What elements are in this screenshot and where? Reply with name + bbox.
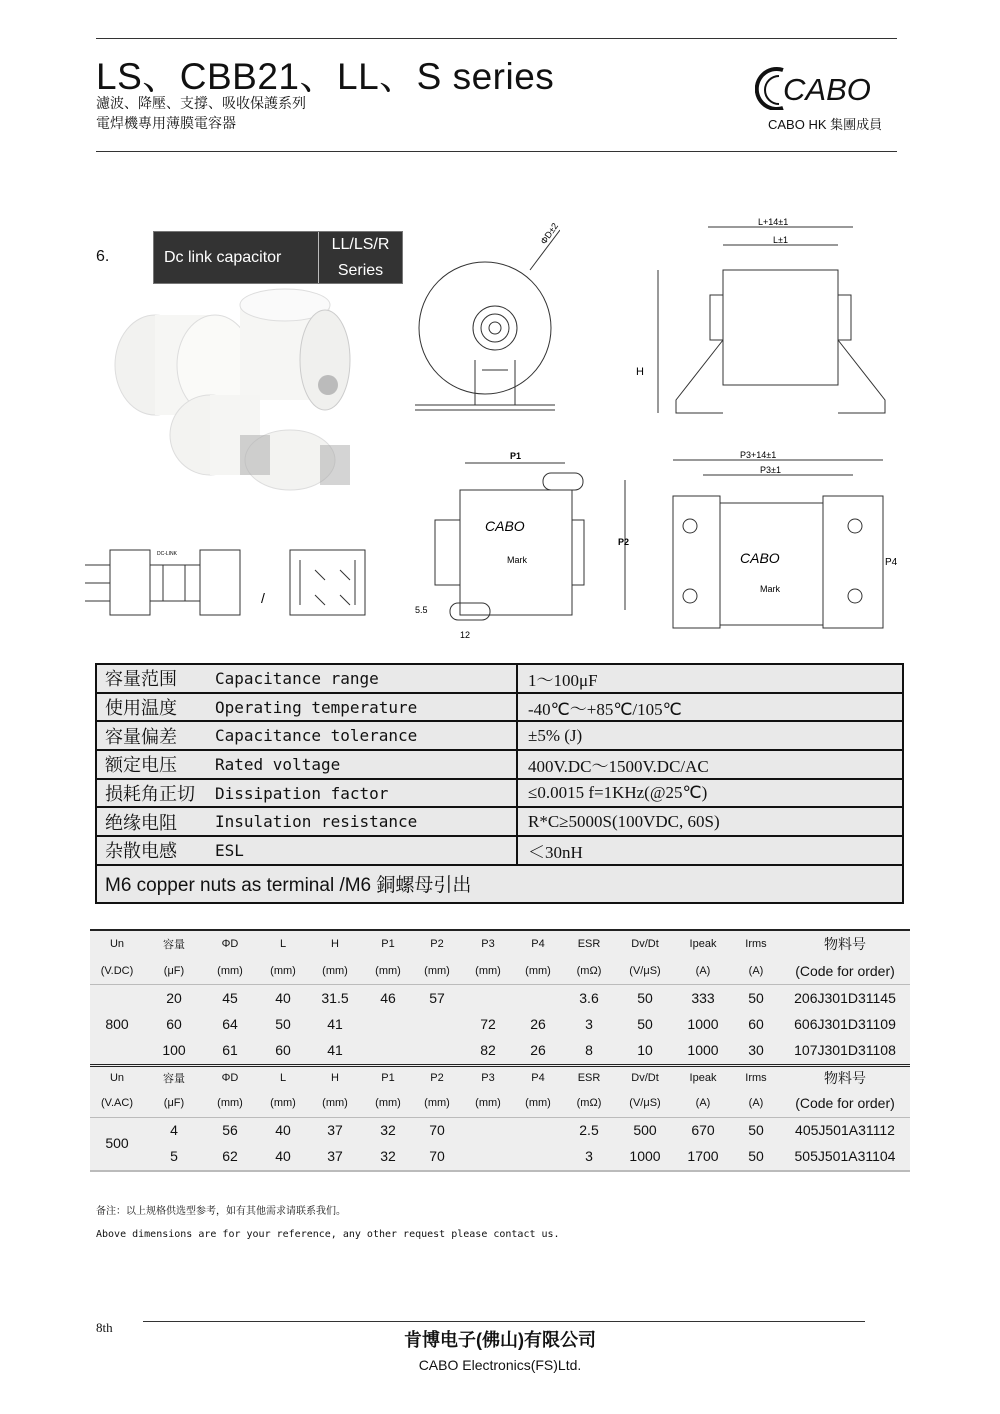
table-cell: 333	[691, 989, 715, 1006]
header-rule	[96, 151, 897, 152]
spec-row	[97, 837, 902, 866]
header-cell: (mm)	[475, 1097, 501, 1110]
table-cell: 70	[429, 1148, 445, 1165]
header-cell: H	[331, 938, 339, 951]
slash: /	[261, 590, 265, 606]
spec-label-cn: 额定电压	[105, 755, 177, 776]
table-cell: 41	[327, 1015, 343, 1032]
company-en: CABO Electronics(FS)Ltd.	[418, 1357, 582, 1373]
table-cell: 41	[327, 1042, 343, 1059]
dim-5-5: 5.5	[415, 605, 428, 615]
table-cell: 61	[222, 1042, 238, 1059]
header-cell: (Code for order)	[795, 962, 895, 979]
header-cell: H	[331, 1072, 339, 1085]
spec-label-en: Capacitance tolerance	[215, 726, 418, 746]
table-cell: 1000	[687, 1042, 719, 1059]
p4-label: P4	[885, 557, 898, 568]
header-cell: (mm)	[424, 964, 450, 977]
note-cn: 备注：以上规格供选型参考，如有其他需求请联系我们。	[96, 1206, 346, 1217]
header-cell: (mm)	[270, 1097, 296, 1110]
header-cell: 容量	[163, 939, 185, 952]
spec-row	[97, 694, 902, 723]
l14-label: L+14±1	[758, 217, 789, 227]
table-cell: 40	[275, 1148, 291, 1165]
table-row	[90, 984, 910, 1011]
footer-rule	[143, 1321, 865, 1322]
header-cell: Ipeak	[689, 938, 717, 951]
table-cell: 30	[748, 1042, 764, 1059]
section-name: Dc link capacitor	[154, 232, 319, 283]
header-cell: (A)	[695, 964, 711, 977]
p1-label: P1	[510, 451, 522, 461]
side-view-drawing	[628, 215, 898, 415]
p2-label: P2	[618, 537, 630, 547]
header-cell: (A)	[748, 1097, 764, 1110]
header-cell: ΦD	[221, 938, 239, 951]
table-cell: 31.5	[321, 989, 349, 1006]
spec-label-en: Capacitance range	[215, 668, 379, 688]
section-title-box	[153, 231, 403, 284]
spec-value: ＜30nH	[528, 842, 583, 862]
header-cell: (V/μS)	[629, 1097, 661, 1110]
spec-row	[97, 780, 902, 809]
table-cell: 500	[633, 1122, 657, 1139]
cabo-mark-1: CABO	[485, 518, 525, 534]
section-number: 6.	[96, 248, 110, 265]
header-cell: Ipeak	[689, 1072, 717, 1085]
header-cell: Irms	[745, 938, 767, 951]
mark-label-1: Mark	[507, 555, 527, 565]
p3-label: P3±1	[760, 465, 781, 475]
table-cell: 20	[166, 989, 182, 1006]
table-cell: 1000	[687, 1015, 719, 1032]
table-header-row	[90, 958, 910, 985]
header-cell: (mm)	[270, 964, 296, 977]
spec-table	[95, 663, 904, 904]
company-cn: 肯博电子(佛山)有限公司	[404, 1330, 596, 1350]
header-cell: P3	[481, 1072, 495, 1085]
page-title: LS、CBB21、LL、S series	[96, 56, 555, 97]
table-cell: 46	[380, 989, 396, 1006]
table-row	[90, 1117, 910, 1151]
table-cell: 37	[327, 1148, 343, 1165]
cabo-mark-2: CABO	[740, 550, 780, 566]
note-en: Above dimensions are for your reference, any other request please contact us.	[96, 1229, 560, 1240]
table-cell: 606J301D31109	[794, 1015, 896, 1032]
table-cell: 50	[748, 1148, 764, 1165]
p3-14-label: P3+14±1	[740, 450, 777, 460]
spec-footer: M6 copper nuts as terminal /M6 銅螺母引出	[105, 875, 472, 897]
header-cell: (μF)	[163, 1097, 185, 1110]
table-cell: 10	[637, 1042, 653, 1059]
spec-row	[97, 808, 902, 837]
header-cell: (mΩ)	[576, 964, 602, 977]
spec-label-en: Insulation resistance	[215, 812, 418, 832]
header-cell: (mm)	[475, 964, 501, 977]
dim-12: 12	[460, 630, 471, 640]
header-cell: Un	[109, 938, 125, 951]
table-cell: 60	[166, 1015, 182, 1032]
circuit-diagrams	[85, 545, 385, 620]
spec-row	[97, 722, 902, 751]
header-cell: P2	[430, 938, 444, 951]
header-cell: (mm)	[375, 1097, 401, 1110]
table-row	[90, 1037, 910, 1064]
spec-label	[97, 694, 518, 721]
table-cell: 100	[162, 1042, 186, 1059]
table-cell: 405J501A31112	[795, 1122, 895, 1139]
header-cell: L	[279, 1072, 287, 1085]
un-cell: 500	[105, 1135, 129, 1151]
subtitle-1: 濾波、降壓、支撐、吸收保護系列	[96, 95, 306, 111]
table-cell: 3	[585, 1148, 593, 1165]
spec-label-cn: 损耗角正切	[105, 784, 195, 805]
spec-value: 1～100μF	[528, 670, 598, 690]
table-row	[90, 1011, 910, 1038]
header-cell: P2	[430, 1072, 444, 1085]
spec-label	[97, 837, 518, 864]
header-cell: P1	[381, 1072, 395, 1085]
table-cell: 4	[170, 1122, 178, 1139]
header-cell: ESR	[577, 938, 601, 951]
table-cell: 45	[222, 989, 238, 1006]
l-label: L±1	[773, 235, 788, 245]
header-cell: P4	[531, 1072, 545, 1085]
spec-label	[97, 808, 518, 835]
table-cell: 505J501A31104	[794, 1148, 896, 1165]
header-cell: Irms	[745, 1072, 767, 1085]
front-view-drawing	[410, 210, 560, 415]
table-cell: 670	[691, 1122, 715, 1139]
table-cell: 26	[530, 1042, 546, 1059]
model-table	[90, 929, 910, 1172]
header-cell: (mm)	[217, 1097, 243, 1110]
spec-label	[97, 780, 518, 807]
spec-value: R*C≥5000S(100VDC, 60S)	[528, 811, 720, 831]
top-rule	[96, 38, 897, 39]
table-row	[90, 1143, 910, 1170]
table-cell: 64	[222, 1015, 238, 1032]
table-header-row	[90, 1090, 910, 1117]
table-cell: 5	[170, 1148, 178, 1165]
series-line-1: LL/LS/R	[331, 235, 390, 253]
spec-value: -40℃～+85℃/105℃	[528, 699, 682, 719]
spec-value: 400V.DC～1500V.DC/AC	[528, 756, 709, 776]
cabo-logo	[755, 62, 885, 110]
header-cell: (mm)	[322, 964, 348, 977]
logo-subtitle: CABO HK 集團成員	[768, 117, 883, 132]
header-cell: P4	[531, 938, 545, 951]
table-cell: 56	[222, 1122, 238, 1139]
table-cell: 32	[380, 1148, 396, 1165]
spec-value: ≤0.0015 f=1KHz(@25℃)	[528, 783, 708, 803]
header-cell: Dv/Dt	[631, 1072, 659, 1085]
header-cell: (mΩ)	[576, 1097, 602, 1110]
table-cell: 50	[275, 1015, 291, 1032]
spec-label-cn: 杂散电感	[105, 841, 177, 862]
table-header-row	[90, 1064, 910, 1091]
header-cell: P3	[481, 938, 495, 951]
table-cell: 107J301D31108	[794, 1042, 896, 1059]
table-cell: 50	[637, 989, 653, 1006]
series-line-2: Series	[337, 261, 384, 279]
mark-label-2: Mark	[760, 584, 780, 594]
header-cell: 物料号	[824, 936, 866, 953]
table-cell: 206J301D31145	[794, 989, 896, 1006]
header-cell: (V/μS)	[629, 964, 661, 977]
table-cell: 40	[275, 989, 291, 1006]
header-cell: ESR	[577, 1072, 601, 1085]
table-cell: 72	[480, 1015, 496, 1032]
table-cell: 50	[748, 1122, 764, 1139]
table-cell: 50	[748, 989, 764, 1006]
table-cell: 2.5	[579, 1122, 599, 1139]
spec-label-en: ESL	[215, 840, 244, 860]
header-cell: (mm)	[424, 1097, 450, 1110]
svg-text:CABO: CABO	[783, 72, 871, 107]
header-cell: (Code for order)	[795, 1095, 895, 1112]
spec-label-cn: 使用温度	[105, 698, 177, 719]
table-cell: 26	[530, 1015, 546, 1032]
header-cell: (μF)	[163, 964, 185, 977]
table-header-row	[90, 931, 910, 958]
h-label: H	[636, 366, 644, 378]
spec-row	[97, 665, 902, 694]
table-cell: 62	[222, 1148, 238, 1165]
table-cell: 32	[380, 1122, 396, 1139]
spec-label	[97, 665, 518, 692]
table-cell: 50	[637, 1015, 653, 1032]
spec-label-en: Operating temperature	[215, 697, 418, 717]
table-cell: 1000	[629, 1148, 661, 1165]
table-cell: 40	[275, 1122, 291, 1139]
spec-value: ±5% (J)	[528, 725, 583, 745]
page-number: 8th	[96, 1320, 113, 1335]
table-cell: 82	[480, 1042, 496, 1059]
header-cell: (A)	[748, 964, 764, 977]
spec-label-cn: 容量偏差	[105, 726, 177, 747]
terminal-view-drawing	[415, 445, 645, 645]
header-cell: (A)	[695, 1097, 711, 1110]
table-cell: 70	[429, 1122, 445, 1139]
phi-d-label: ΦD±2	[538, 221, 560, 247]
header-cell: (mm)	[322, 1097, 348, 1110]
header-cell: (mm)	[217, 964, 243, 977]
header-cell: 物料号	[824, 1070, 866, 1087]
spec-row	[97, 751, 902, 780]
subtitle-2: 電焊機專用薄膜電容器	[96, 115, 236, 131]
spec-label-en: Dissipation factor	[215, 783, 389, 803]
table-cell: 8	[585, 1042, 593, 1059]
header-cell: 容量	[163, 1073, 185, 1086]
spec-label	[97, 751, 518, 778]
table-cell: 60	[275, 1042, 291, 1059]
spec-label-en: Rated voltage	[215, 754, 341, 774]
header-cell: Un	[109, 1072, 125, 1085]
spec-label-cn: 绝缘电阻	[105, 812, 177, 833]
header-cell: (mm)	[525, 964, 551, 977]
header-cell: ΦD	[221, 1072, 239, 1085]
un-cell: 800	[105, 1015, 129, 1032]
table-cell: 37	[327, 1122, 343, 1139]
product-photo	[100, 285, 360, 510]
table-cell: 3.6	[579, 989, 599, 1006]
table-cell: 60	[748, 1015, 764, 1032]
dc-link-label: DC-LINK	[157, 551, 178, 557]
table-cell: 3	[585, 1015, 593, 1032]
spec-label-cn: 容量范围	[105, 669, 177, 690]
spec-label	[97, 722, 518, 749]
header-cell: L	[279, 938, 287, 951]
header-cell: (mm)	[375, 964, 401, 977]
bottom-view-drawing	[668, 448, 908, 633]
table-cell: 57	[429, 989, 445, 1006]
header-cell: (V.AC)	[101, 1097, 133, 1110]
table-cell: 1700	[687, 1148, 719, 1165]
header-cell: Dv/Dt	[631, 938, 659, 951]
header-cell: (mm)	[525, 1097, 551, 1110]
header-cell: (V.DC)	[100, 964, 134, 977]
header-cell: P1	[381, 938, 395, 951]
